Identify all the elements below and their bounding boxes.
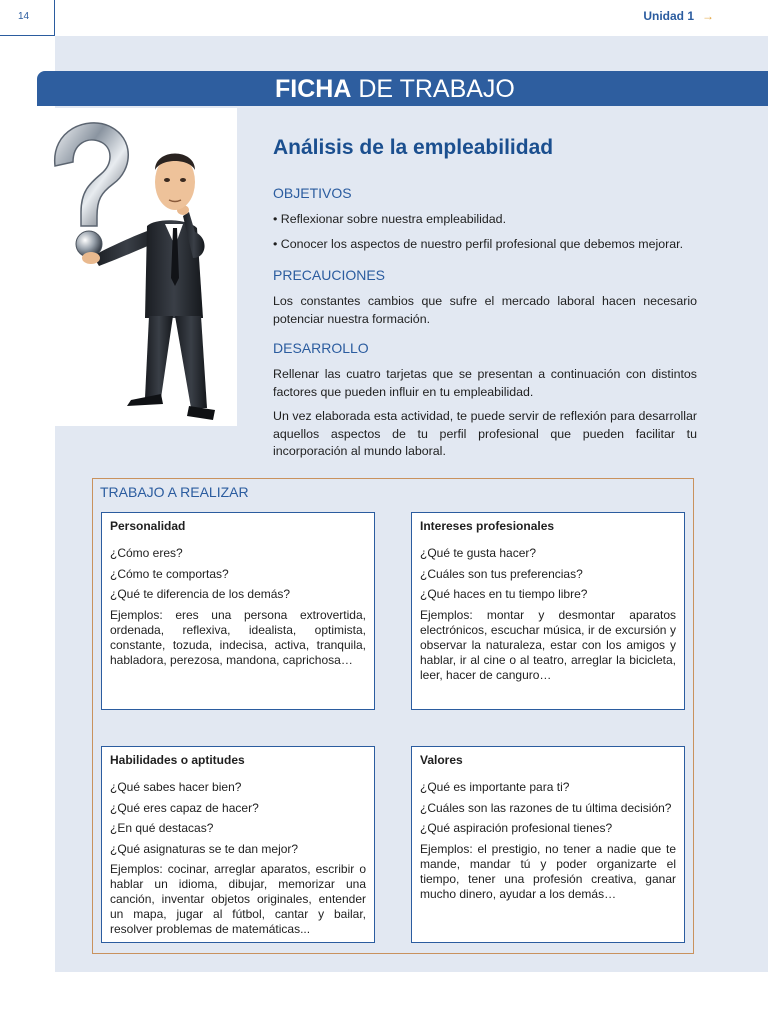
card-intereses xyxy=(411,512,685,710)
card-title: Personalidad xyxy=(110,519,186,533)
card-title: Habilidades o aptitudes xyxy=(110,753,245,767)
ficha-banner xyxy=(37,71,768,106)
card-personalidad xyxy=(101,512,375,710)
page-number-box xyxy=(0,0,55,36)
banner-title-rest: DE TRABAJO xyxy=(358,75,515,103)
card-title: Intereses profesionales xyxy=(420,519,555,533)
card-example: Ejemplos: montar y desmontar aparatos electrónicos, escuchar música, ir de excursión y observar la naturaleza, estar con los amigos y hablar, ir al cine o al teatro, arreglar la bicicleta, leer, hacer de canguro… xyxy=(420,607,676,682)
card-habilidades xyxy=(101,746,375,943)
unit-header xyxy=(643,9,714,23)
section-title: Análisis de la empleabilidad xyxy=(273,136,554,159)
precauciones-heading: PRECAUCIONES xyxy=(273,267,386,283)
card-question: ¿Qué sabes hacer bien? xyxy=(110,780,242,794)
card-question: ¿Cuáles son las razones de tu última decisión? xyxy=(420,800,672,815)
card-question: ¿En qué destacas? xyxy=(110,821,214,835)
card-question: ¿Qué eres capaz de hacer? xyxy=(110,800,259,815)
illustration xyxy=(37,108,237,426)
arrow-right-icon: → xyxy=(702,9,714,23)
card-example: Ejemplos: el prestigio, no tener a nadie que te mande, mandar tú y poder organizarte el tiempo, tener una profesión creativa, ganar mucho dinero, ayudar a los demás… xyxy=(420,841,676,901)
precauciones-text: Los constantes cambios que sufre el mercado laboral hacen necesario potenciar nuestra formación. xyxy=(273,294,697,326)
banner-title xyxy=(275,75,515,104)
businessman-question-illustration xyxy=(37,108,237,426)
card-example: Ejemplos: cocinar, arreglar aparatos, escribir o hablar un idioma, dibujar, memorizar una canción, inventar objetos originales, entender un mapa, jugar al fútbol, cantar y bailar, resolver problemas de matemáticas... xyxy=(110,862,366,936)
card-question: ¿Qué es importante para ti? xyxy=(420,780,570,794)
banner-title-bold: FICHA xyxy=(275,75,352,103)
card-example: Ejemplos: eres una persona extrovertida, ordenada, reflexiva, idealista, optimista, constante, tozuda, indecisa, activa, tranquila, habladora, perezosa, mandona, caprichosa… xyxy=(110,607,366,667)
page-number: 14 xyxy=(18,11,30,22)
card-question: ¿Qué haces en tu tiempo libre? xyxy=(420,587,588,601)
desarrollo-paragraph: Rellenar las cuatro tarjetas que se presentan a continuación con distintos factores que pueden influir en tu empleabilidad. xyxy=(273,367,697,399)
card-question: ¿Cuáles son tus preferencias? xyxy=(420,566,583,581)
unit-label: Unidad 1 xyxy=(643,9,694,23)
card-question: ¿Cómo te comportas? xyxy=(110,566,229,581)
objetivos-heading: OBJETIVOS xyxy=(273,185,352,201)
objetivo-item: • Conocer los aspectos de nuestro perfil profesional que debemos mejorar. xyxy=(273,237,684,251)
objetivo-item: • Reflexionar sobre nuestra empleabilidad. xyxy=(273,212,507,226)
card-question: ¿Cómo eres? xyxy=(110,546,183,560)
desarrollo-heading: DESARROLLO xyxy=(273,340,369,356)
desarrollo-paragraph: Un vez elaborada esta actividad, te puede servir de reflexión para desarrollar aquellos aspectos de tu perfil profesional que pueden facilitar tu incorporación al mundo laboral. xyxy=(273,409,697,458)
trabajo-title: TRABAJO A REALIZAR xyxy=(100,484,249,500)
card-question: ¿Qué aspiración profesional tienes? xyxy=(420,821,613,835)
card-title: Valores xyxy=(420,753,463,767)
card-valores xyxy=(411,746,685,943)
card-question: ¿Qué te diferencia de los demás? xyxy=(110,587,291,601)
card-question: ¿Qué te gusta hacer? xyxy=(420,546,537,560)
card-question: ¿Qué asignaturas se te dan mejor? xyxy=(110,841,299,856)
